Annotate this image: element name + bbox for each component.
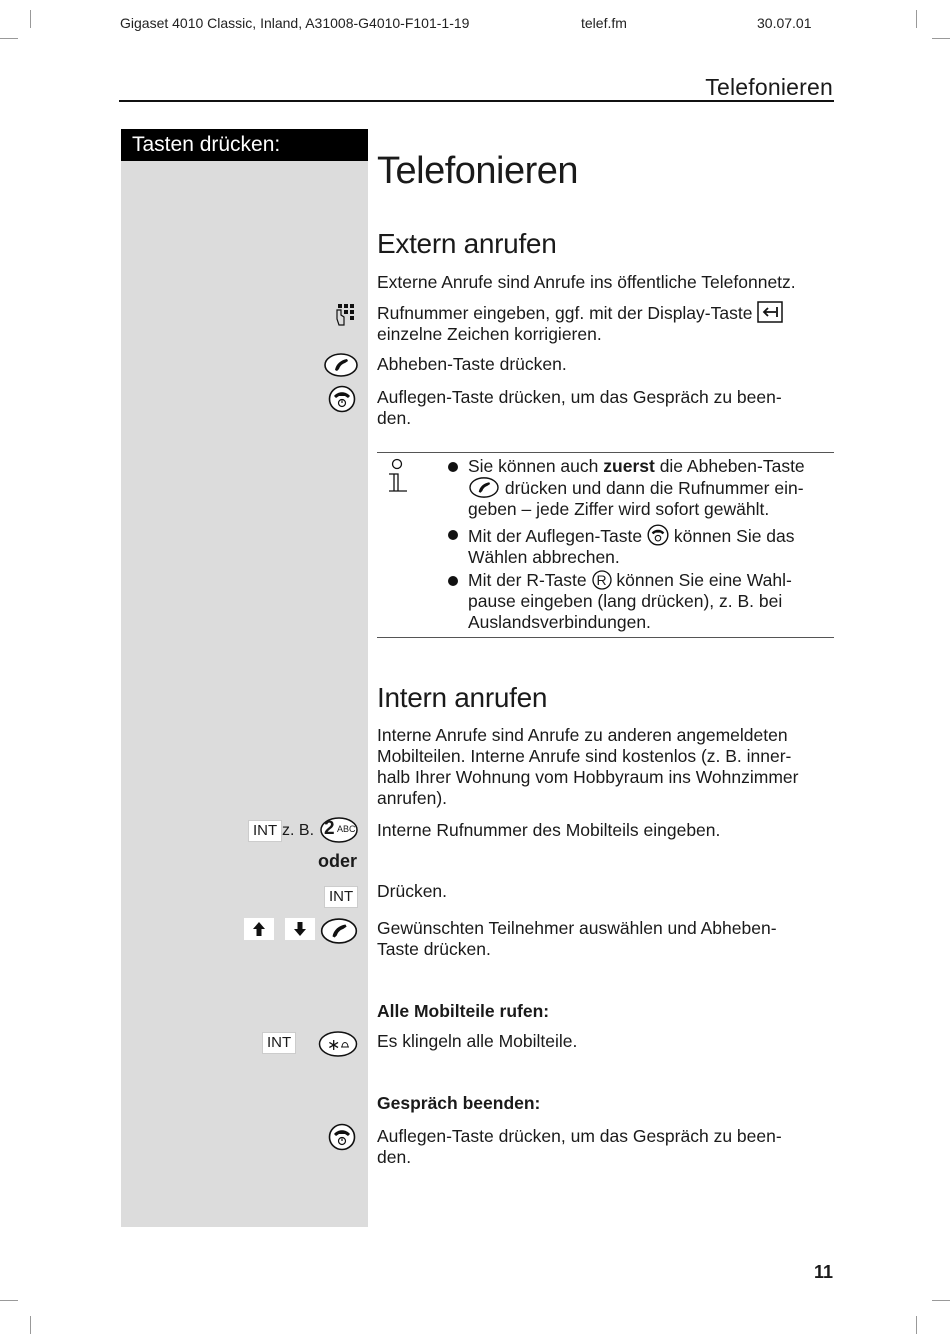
note-bullet-1 bbox=[468, 456, 838, 520]
pickup-key-icon bbox=[320, 918, 358, 944]
crop-mark bbox=[0, 1300, 18, 1301]
keypad-icon bbox=[335, 303, 359, 329]
hangup-key-icon bbox=[328, 385, 356, 413]
intern-intro bbox=[377, 725, 837, 809]
note-b1-b: die Abheben-Taste bbox=[659, 456, 805, 476]
page-title: Telefonieren bbox=[377, 150, 579, 192]
hangup-key-icon bbox=[328, 1123, 356, 1151]
sub-heading-end-call: Gespräch beenden: bbox=[377, 1093, 541, 1113]
sidebar-heading: Tasten drücken: bbox=[121, 129, 368, 161]
crop-mark bbox=[916, 1316, 917, 1334]
intern-intro-1: Interne Anrufe sind Anrufe zu anderen angemeldeten bbox=[377, 725, 788, 745]
sub-heading-all-handsets: Alle Mobilteile rufen: bbox=[377, 1001, 550, 1021]
note-b1-a: Sie können auch bbox=[468, 456, 599, 476]
extern-step-3-text-b: den. bbox=[377, 408, 412, 428]
intern-step-1: Interne Rufnummer des Mobilteils eingeben. bbox=[377, 820, 721, 840]
end-call-text bbox=[377, 1126, 837, 1168]
extern-step-3 bbox=[377, 387, 837, 429]
svg-text:∗: ∗ bbox=[327, 1035, 341, 1054]
extern-step-1-text-a: Rufnummer eingeben, ggf. mit der Display-Taste bbox=[377, 303, 753, 323]
header-rule bbox=[119, 100, 834, 102]
arrow-down-icon bbox=[285, 918, 315, 940]
r-key-icon bbox=[592, 570, 612, 590]
end-call-b: den. bbox=[377, 1147, 412, 1167]
int-key: INT bbox=[324, 886, 358, 908]
intern-step-3 bbox=[377, 918, 837, 960]
note-top-rule bbox=[377, 452, 834, 453]
header-date: 30.07.01 bbox=[757, 15, 812, 31]
crop-mark bbox=[932, 38, 950, 39]
key-example-label: z. B. bbox=[282, 822, 315, 839]
extern-step-1-text-b: einzelne Zeichen korrigieren. bbox=[377, 324, 602, 344]
extern-step-2: Abheben-Taste drücken. bbox=[377, 354, 567, 374]
intern-step-3-b: Taste drücken. bbox=[377, 939, 491, 959]
r-key-label: R bbox=[596, 572, 607, 588]
running-title: Telefonieren bbox=[705, 74, 833, 100]
star-key-icon bbox=[318, 1031, 358, 1057]
crop-mark bbox=[916, 10, 917, 28]
header-doc-id: Gigaset 4010 Classic, Inland, A31008-G4010-F101-1-19 bbox=[120, 15, 470, 31]
page-number: 11 bbox=[813, 1262, 833, 1282]
crop-mark bbox=[30, 1316, 31, 1334]
hangup-key-icon bbox=[647, 524, 669, 546]
end-call-a: Auflegen-Taste drücken, um das Gespräch zu been- bbox=[377, 1126, 782, 1146]
extern-step-1 bbox=[377, 301, 837, 345]
note-bottom-rule bbox=[377, 637, 834, 638]
note-b1-c: drücken und dann die Rufnummer ein- bbox=[504, 478, 804, 498]
note-bullet-2 bbox=[468, 524, 838, 568]
oder-label: oder bbox=[318, 851, 358, 871]
crop-mark bbox=[30, 10, 31, 28]
digit-2-letters: ABC bbox=[337, 824, 356, 834]
note-b3-c: pause eingeben (lang drücken), z. B. bei bbox=[468, 591, 783, 611]
extern-intro: Externe Anrufe sind Anrufe ins öffentliche Telefonnetz. bbox=[377, 272, 796, 292]
int-key: INT bbox=[248, 820, 282, 842]
delete-key-icon bbox=[757, 301, 783, 323]
note-b2-a: Mit der Auflegen-Taste bbox=[468, 526, 643, 546]
note-b1-d: geben – jede Ziffer wird sofort gewählt. bbox=[468, 499, 770, 519]
digit-2-key-icon bbox=[320, 817, 358, 843]
intern-intro-3: halb Ihrer Wohnung vom Hobbyraum ins Wohnzimmer bbox=[377, 767, 799, 787]
note-b3-d: Auslandsverbindungen. bbox=[468, 612, 651, 632]
section-heading-extern: Extern anrufen bbox=[377, 228, 557, 259]
note-b1-bold: zuerst bbox=[603, 456, 655, 476]
header-file: telef.fm bbox=[581, 15, 627, 31]
bullet bbox=[448, 530, 458, 540]
note-b2-b: können Sie das bbox=[673, 526, 795, 546]
bullet bbox=[448, 462, 458, 472]
arrow-up-icon bbox=[244, 918, 274, 940]
int-key: INT bbox=[262, 1032, 296, 1054]
crop-mark bbox=[932, 1300, 950, 1301]
note-b3-b: können Sie eine Wahl- bbox=[616, 570, 792, 590]
crop-mark bbox=[0, 38, 18, 39]
note-b3-a: Mit der R-Taste bbox=[468, 570, 587, 590]
section-heading-intern: Intern anrufen bbox=[377, 682, 548, 713]
bullet bbox=[448, 576, 458, 586]
sidebar-panel bbox=[121, 129, 368, 1227]
intern-intro-2: Mobilteilen. Interne Anrufe sind kostenlos (z. B. inner- bbox=[377, 746, 792, 766]
pickup-key-icon bbox=[324, 353, 358, 377]
pickup-key-icon bbox=[468, 477, 500, 498]
intern-step-3-a: Gewünschten Teilnehmer auswählen und Abheben- bbox=[377, 918, 777, 938]
intern-intro-4: anrufen). bbox=[377, 788, 448, 808]
note-b2-c: Wählen abbrechen. bbox=[468, 547, 620, 567]
note-bullet-3 bbox=[468, 570, 838, 633]
all-handsets-text: Es klingeln alle Mobilteile. bbox=[377, 1031, 578, 1051]
intern-step-2: Drücken. bbox=[377, 881, 448, 901]
digit-2-label: 2 bbox=[324, 818, 335, 839]
extern-step-3-text-a: Auflegen-Taste drücken, um das Gespräch zu been- bbox=[377, 387, 782, 407]
info-icon bbox=[385, 458, 411, 496]
